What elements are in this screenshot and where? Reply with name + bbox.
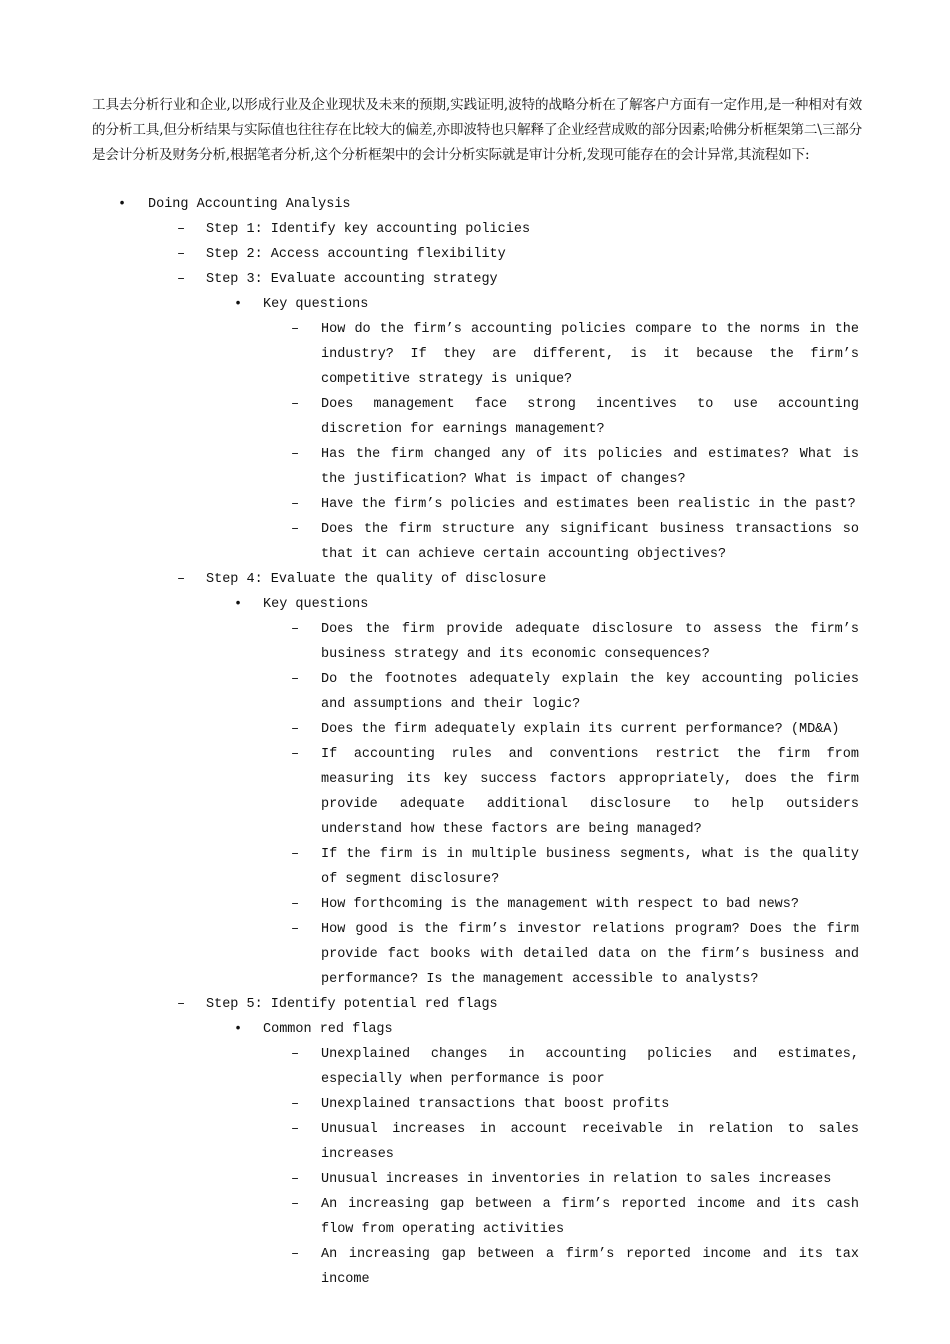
list-item-text: An increasing gap between a firm’s reported income and its tax income — [321, 1247, 859, 1287]
dash-marker: – — [177, 572, 186, 587]
list-item — [0, 317, 950, 392]
list-item — [0, 517, 950, 567]
dash-marker: – — [291, 322, 300, 337]
list-item-text: How good is the firm’s investor relations program? Does the firm provide fact books with detailed data on the firm’s business and performance? Is the management accessible to analysts? — [321, 922, 859, 987]
dash-marker: – — [291, 1097, 300, 1112]
list-item-text: Does management face strong incentives to use accounting discretion for earnings management? — [321, 397, 859, 437]
list-item-text: An increasing gap between a firm’s reported income and its cash flow from operating activities — [321, 1197, 859, 1237]
list-item — [0, 492, 950, 517]
dash-marker: – — [177, 247, 186, 262]
dash-marker: – — [291, 1122, 300, 1137]
list-item-text: Unusual increases in inventories in relation to sales increases — [321, 1172, 832, 1187]
dash-marker: – — [291, 847, 300, 862]
step-3-subheading — [0, 292, 950, 317]
intro-paragraph: 工具去分析行业和企业,以形成行业及企业现状及未来的预期,实践证明,波特的战略分析在了解客户方面有一定作用,是一种相对有效的分析工具,但分析结果与实际值也往往存在比较大的偏差,亦即波特也只解释了企业经营成败的部分因素;哈佛分析框架第二\三部分是会计分析及财务分析,根据笔者分析,这个分析框架中的会计分析实际就是审计分析,发现可能存在的会计异常,其流程如下: — [92, 97, 862, 163]
list-item-text: Does the firm structure any significant business transactions so that it can achieve certain accounting objectives? — [321, 522, 859, 562]
step-2-label: Step 2: Access accounting flexibility — [206, 247, 506, 262]
step-4 — [0, 567, 950, 592]
list-item — [0, 1192, 950, 1242]
bullet-marker: • — [234, 297, 243, 312]
list-item — [0, 842, 950, 892]
step-1 — [0, 217, 950, 242]
list-item-text: How forthcoming is the management with respect to bad news? — [321, 897, 799, 912]
step-4-label: Step 4: Evaluate the quality of disclosure — [206, 572, 547, 587]
list-item — [0, 917, 950, 992]
list-item — [0, 667, 950, 717]
bullet-marker: • — [118, 197, 127, 212]
dash-marker: – — [177, 997, 186, 1012]
accounting-analysis-outline — [0, 192, 950, 1292]
dash-marker: – — [291, 1247, 300, 1262]
list-item — [0, 717, 950, 742]
list-item — [0, 1242, 950, 1292]
dash-marker: – — [291, 897, 300, 912]
dash-marker: – — [291, 447, 300, 462]
list-item-text: Does the firm provide adequate disclosure to assess the firm’s business strategy and its economic consequences? — [321, 622, 859, 662]
dash-marker: – — [291, 722, 300, 737]
list-item-text: Unusual increases in account receivable in relation to sales increases — [321, 1122, 859, 1162]
list-item-text: Has the firm changed any of its policies and estimates? What is the justification? What is impact of changes? — [321, 447, 859, 487]
list-item — [0, 442, 950, 492]
list-item-text: If the firm is in multiple business segments, what is the quality of segment disclosure? — [321, 847, 859, 887]
step-3 — [0, 267, 950, 292]
step-3-label: Step 3: Evaluate accounting strategy — [206, 272, 498, 287]
step-5 — [0, 992, 950, 1017]
list-item-text: Unexplained changes in accounting policies and estimates, especially when performance is poor — [321, 1047, 859, 1087]
dash-marker: – — [291, 397, 300, 412]
dash-marker: – — [291, 922, 300, 937]
step-1-label: Step 1: Identify key accounting policies — [206, 222, 531, 237]
dash-marker: – — [291, 1197, 300, 1212]
list-item — [0, 1167, 950, 1192]
dash-marker: – — [291, 1172, 300, 1187]
list-item — [0, 1092, 950, 1117]
list-item-text: If accounting rules and conventions restrict the firm from measuring its key success factors appropriately, does the firm provide adequate additional disclosure to help outsiders understand how these factors are being managed? — [321, 747, 859, 837]
list-item-text: Unexplained transactions that boost profits — [321, 1097, 670, 1112]
list-item-text: Do the footnotes adequately explain the key accounting policies and assumptions and their logic? — [321, 672, 859, 712]
list-item-text: Does the firm adequately explain its current performance? (MD&A) — [321, 722, 840, 737]
dash-marker: – — [291, 497, 300, 512]
step-4-subheading-text: Key questions — [263, 597, 369, 612]
dash-marker: – — [291, 622, 300, 637]
list-item — [0, 892, 950, 917]
step-3-subheading-text: Key questions — [263, 297, 369, 312]
step-2 — [0, 242, 950, 267]
outline-title — [0, 192, 950, 217]
dash-marker: – — [291, 1047, 300, 1062]
list-item-text: How do the firm’s accounting policies compare to the norms in the industry? If they are different, is it because the firm’s competitive strategy is unique? — [321, 322, 859, 387]
bullet-marker: • — [234, 597, 243, 612]
dash-marker: – — [291, 672, 300, 687]
step-5-label: Step 5: Identify potential red flags — [206, 997, 498, 1012]
step-5-subheading-text: Common red flags — [263, 1022, 393, 1037]
step-4-subheading — [0, 592, 950, 617]
bullet-marker: • — [234, 1022, 243, 1037]
list-item — [0, 392, 950, 442]
list-item-text: Have the firm’s policies and estimates been realistic in the past? — [321, 497, 856, 512]
list-item — [0, 1117, 950, 1167]
dash-marker: – — [291, 522, 300, 537]
step-5-subheading — [0, 1017, 950, 1042]
list-item — [0, 742, 950, 842]
dash-marker: – — [177, 222, 186, 237]
dash-marker: – — [177, 272, 186, 287]
list-item — [0, 1042, 950, 1092]
dash-marker: – — [291, 747, 300, 762]
list-item — [0, 617, 950, 667]
outline-title-text: Doing Accounting Analysis — [148, 197, 351, 212]
